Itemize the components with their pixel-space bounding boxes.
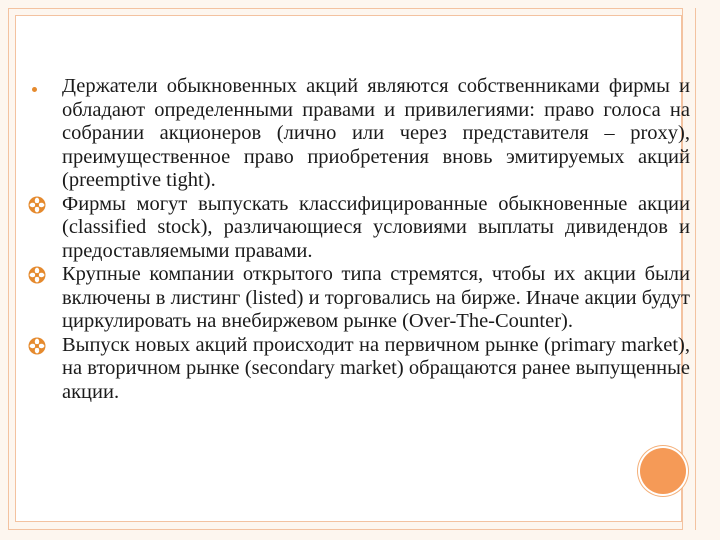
bullet-text: Выпуск новых акций происходит на первичном рынке (primary market), на вторичном рынке (secondary market) обращаются ранее выпущенные акции. xyxy=(62,333,690,403)
bullet-text: Фирмы могут выпускать классифицированные обыкновенные акции (classified stock), различающиеся условиями выплаты дивидендов и предоставляемыми правами. xyxy=(62,192,690,262)
bullet-item-3 xyxy=(28,263,690,334)
right-decorative-line xyxy=(695,8,696,530)
orange-circle-decoration xyxy=(640,448,686,494)
bullet-text: Держатели обыкновенных акций являются собственниками фирмы и обладают определенными правами и привилегиями: право голоса на собрании акционеров (лично или через представителя – proxy), преимущественное право приобретения вновь эмитируемых акций (preemptive tight). xyxy=(62,75,690,191)
small-dot-icon xyxy=(28,78,46,96)
flower-bullet-icon xyxy=(28,337,46,355)
bullet-item-2 xyxy=(28,193,690,264)
flower-bullet-icon xyxy=(28,196,46,214)
bullet-text: Крупные компании открытого типа стремятся, чтобы их акции были включены в листинг (listed) и торговались на бирже. Иначе акции будут циркулировать на внебиржевом рынке (Over-The-Counter). xyxy=(62,263,690,332)
bullet-list xyxy=(28,75,690,404)
bullet-item-1 xyxy=(28,75,690,193)
bullet-item-4 xyxy=(28,334,690,405)
flower-bullet-icon xyxy=(28,266,46,284)
